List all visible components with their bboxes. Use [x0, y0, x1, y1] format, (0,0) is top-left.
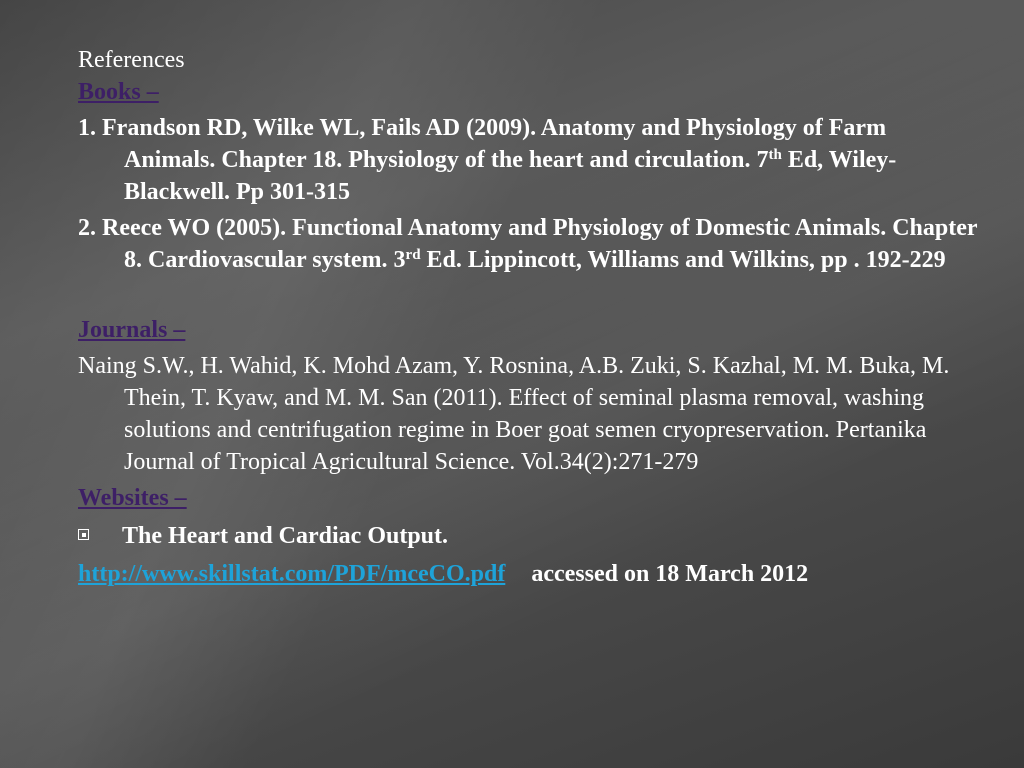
book-reference-2-text-end: Ed. Lippincott, Williams and Wilkins, pp . 192-229	[420, 247, 946, 273]
book-reference-2-text: Reece WO (2005). Functional Anatomy and Physiology of Domestic Animals. Chapter 8. Cardiovascular system. 3	[102, 215, 978, 273]
book-reference-2-number: 2.	[78, 215, 96, 241]
website-item-title: The Heart and Cardiac Output.	[122, 523, 449, 549]
book-reference-2	[78, 212, 978, 276]
website-url-link[interactable]: http://www.skillstat.com/PDF/mceCO.pdf	[78, 561, 506, 587]
website-url-row	[78, 558, 978, 590]
book-reference-1-number: 1.	[78, 115, 96, 141]
book-reference-1-text-end: Ed, Wiley-Blackwell. Pp 301-315	[124, 147, 897, 205]
book-reference-1	[78, 112, 978, 208]
book-reference-1-superscript: th	[768, 147, 782, 163]
book-reference-1-text: Frandson RD, Wilke WL, Fails AD (2009). Anatomy and Physiology of Farm Animals. Chapter 18. Physiology of the heart and circulation. 7	[102, 115, 887, 173]
book-reference-2-superscript: rd	[405, 247, 421, 263]
journal-reference: Naing S.W., H. Wahid, K. Mohd Azam, Y. Rosnina, A.B. Zuki, S. Kazhal, M. M. Buka, M. Thein, T. Kyaw, and M. M. San (2011). Effect of seminal plasma removal, washing solutions and centrifugation regime in Boer goat semen cryopreservation. Pertanika Journal of Tropical Agricultural Science. Vol.34(2):271-279	[78, 353, 950, 475]
references-title: References	[78, 47, 185, 73]
references-slide	[78, 44, 978, 590]
journals-heading[interactable]: Journals –	[78, 317, 186, 343]
books-heading[interactable]: Books –	[78, 79, 159, 105]
website-accessed-date: accessed on 18 March 2012	[531, 561, 809, 587]
website-list-item	[78, 520, 978, 552]
websites-heading[interactable]: Websites –	[78, 485, 187, 511]
square-bullet-icon	[78, 529, 89, 540]
